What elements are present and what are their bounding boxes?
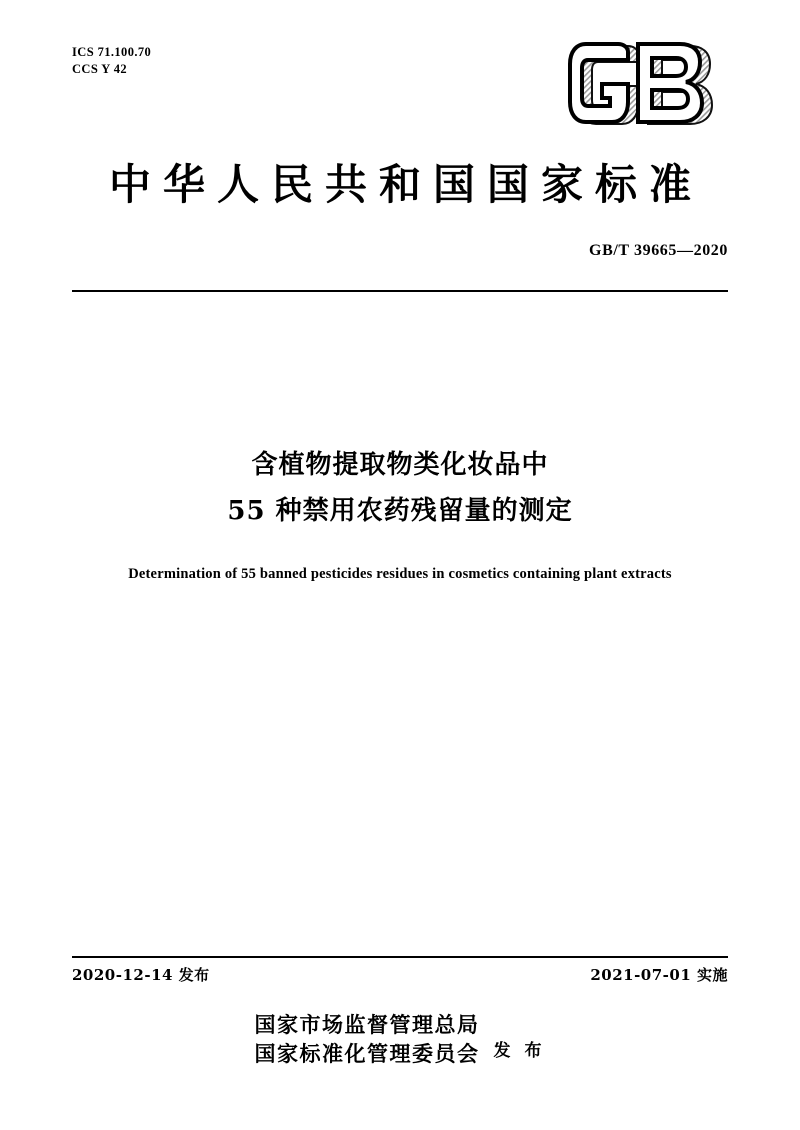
issuer-line2: 国家标准化管理委员会 [254,1041,480,1066]
issuer-line1: 国家市场监督管理总局 [254,1012,480,1037]
ics-number: ICS 71.100.70 [72,45,152,59]
divider-top [72,290,728,292]
issuer-verb: 发 布 [493,1040,546,1061]
ics-classification-block [72,44,151,78]
issuer-names [255,1010,480,1068]
standard-number: GB/T 39665—2020 [589,242,728,259]
divider-bottom [72,956,728,958]
document-title-cn-line2: 55 种禁用农药残留量的测定 [227,496,573,526]
issue-date: 2020-12-14 发布 [72,966,210,984]
gb-logo-icon [568,40,728,132]
national-standard-title: 中华人民共和国国家标准 [108,160,703,209]
document-title-cn-line1: 含植物提取物类化妆品中 [251,450,549,480]
implementation-date: 2021-07-01 实施 [590,966,728,984]
document-title-cn [0,442,800,534]
ccs-number: CCS Y 42 [72,62,128,76]
issuer-block [0,1010,800,1068]
document-title-en: Determination of 55 banned pesticides residues in cosmetics containing plant extracts [128,566,672,582]
